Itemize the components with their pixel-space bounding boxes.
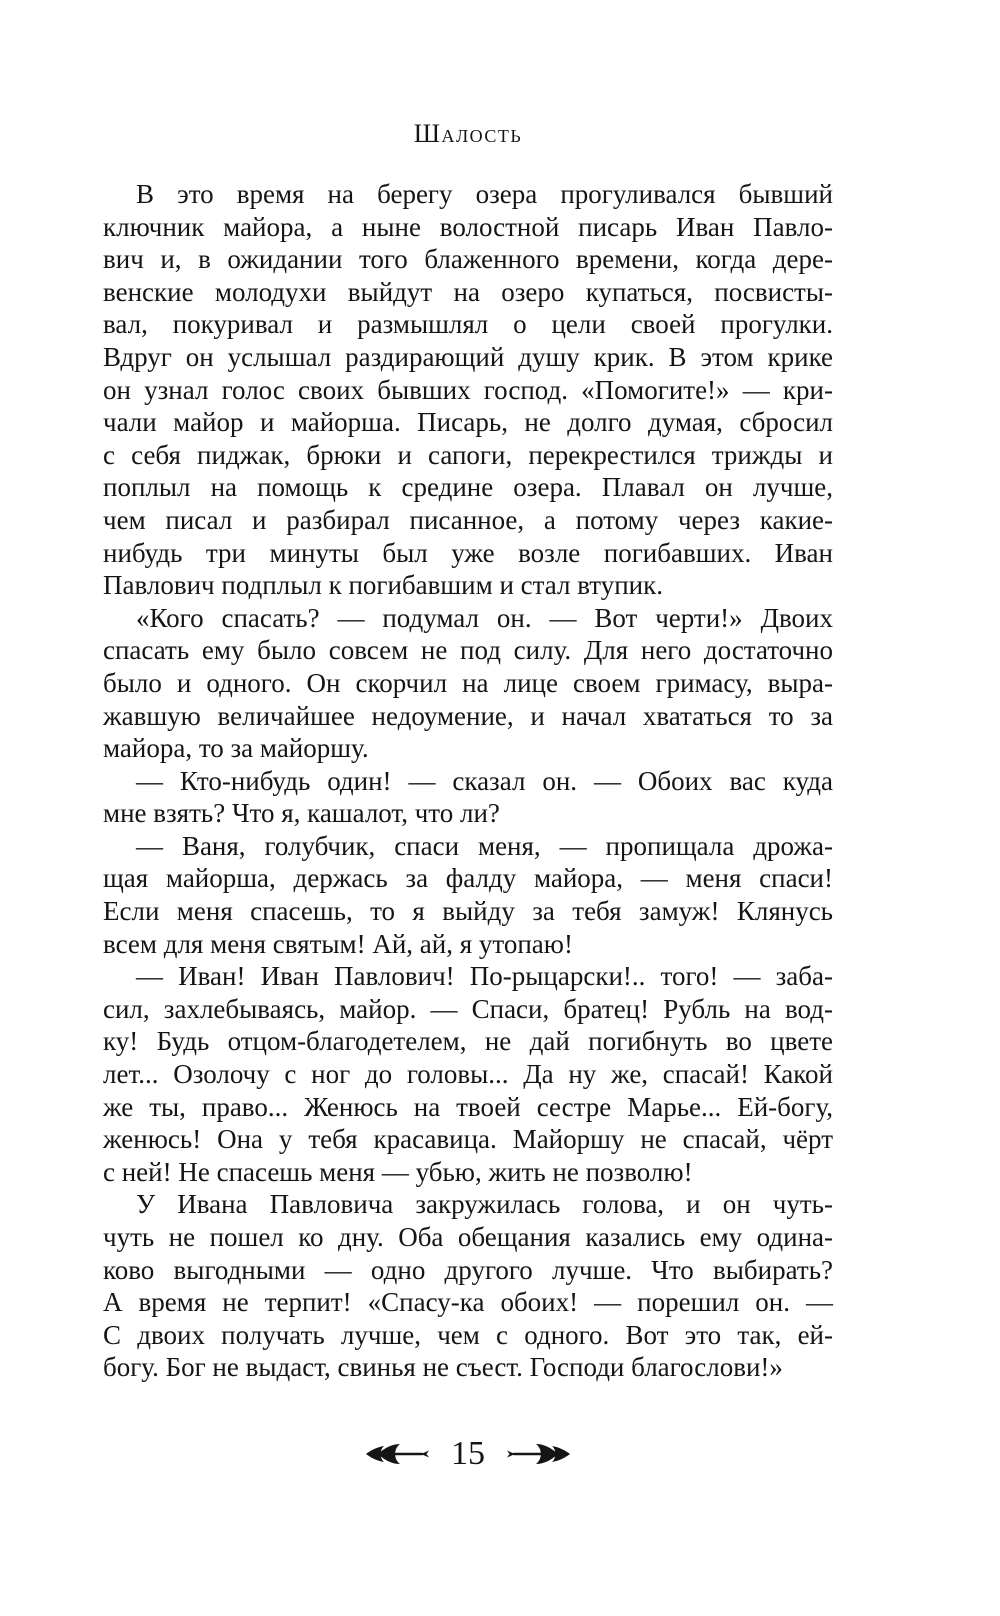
text-line: всем для меня святым! Ай, ай, я утопаю! xyxy=(103,928,573,959)
paragraph xyxy=(103,765,833,830)
text-line: ково выгодными — одно другого лучше. Что выбирать? xyxy=(103,1254,833,1285)
text-line: майора, то за майоршу. xyxy=(103,733,369,764)
text-line: Если меня спасешь, то я выйду за тебя замуж! Клянусь xyxy=(103,896,833,927)
text-line: чуть не пошел ко дну. Оба обещания казались ему одина- xyxy=(103,1222,833,1252)
text-line: вич и, в ожидании того блаженного времени, когда дере- xyxy=(103,244,833,275)
text-line: с ней! Не спасешь меня — убью, жить не позволю! xyxy=(103,1156,693,1187)
text-line: он узнал голос своих бывших господ. «Помогите!» — кри- xyxy=(103,374,833,405)
paragraph xyxy=(103,960,833,1188)
text-line: лет... Озолочу с ног до головы... Да ну же, спасай! Какой xyxy=(103,1059,833,1090)
paragraph xyxy=(103,178,833,602)
fleuron-right-icon xyxy=(505,1441,571,1467)
text-block xyxy=(103,178,833,1384)
paragraph xyxy=(103,1188,833,1384)
text-line: «Кого спасать? — подумал он. — Вот черти!» Двоих xyxy=(136,602,833,633)
text-line: же ты, право... Женюсь на твоей сестре Марье... Ей-богу, xyxy=(103,1091,833,1122)
page-footer xyxy=(103,1434,833,1474)
text-line: венские молодухи выйдут на озеро купаться, посвисты- xyxy=(103,276,833,307)
text-line: чем писал и разбирал писанное, а потому через какие- xyxy=(103,504,833,535)
text-line: спасать ему было совсем не под силу. Для него достаточно xyxy=(103,635,833,666)
text-line: С двоих получать лучше, чем с одного. Вот это так, ей- xyxy=(103,1319,833,1350)
text-line: — Иван! Иван Павлович! По-рыцарски!.. того! — заба- xyxy=(136,961,833,992)
text-line: — Ваня, голубчик, спаси меня, — пропищала дрожа- xyxy=(136,830,833,861)
text-line: вал, покуривал и размышлял о цели своей прогулки. xyxy=(103,309,833,340)
text-line: — Кто-нибудь один! — сказал он. — Обоих вас куда xyxy=(136,765,833,796)
text-line: ку! Будь отцом-благодетелем, не дай погибнуть во цвете xyxy=(103,1026,833,1057)
paragraph xyxy=(103,830,833,960)
text-line: женюсь! Она у тебя красавица. Майоршу не спасай, чёрт xyxy=(103,1124,833,1155)
page-number: 15 xyxy=(451,1435,485,1472)
paragraph xyxy=(103,602,833,765)
text-line: сил, захлебываясь, майор. — Спаси, братец! Рубль на вод- xyxy=(103,993,833,1024)
running-header: Шалость xyxy=(413,119,523,148)
fleuron-left-icon xyxy=(365,1441,431,1467)
text-line: мне взять? Что я, кашалот, что ли? xyxy=(103,798,500,829)
text-line: поплыл на помощь к средине озера. Плавал он лучше, xyxy=(103,472,833,503)
text-line: было и одного. Он скорчил на лице своем гримасу, выра- xyxy=(103,667,833,698)
text-line: с себя пиджак, брюки и сапоги, перекрестился трижды и xyxy=(103,439,833,470)
text-line: Павлович подплыл к погибавшим и стал втупик. xyxy=(103,570,663,601)
text-line: Вдруг он услышал раздирающий душу крик. В этом крике xyxy=(103,341,833,372)
text-line: чали майор и майорша. Писарь, не долго думая, сбросил xyxy=(103,407,833,438)
text-line: богу. Бог не выдаст, свинья не съест. Господи благослови!» xyxy=(103,1352,783,1383)
text-line: ключник майора, а ныне волостной писарь Иван Павло- xyxy=(103,211,833,242)
text-line: А время не терпит! «Спасу-ка обоих! — порешил он. — xyxy=(103,1287,833,1318)
text-line: щая майорша, держась за фалду майора, — меня спаси! xyxy=(103,863,833,894)
text-line: В это время на берегу озера прогуливался бывший xyxy=(136,179,833,209)
text-line: жавшую величайшее недоумение, и начал хвататься то за xyxy=(103,700,833,731)
text-line: нибудь три минуты был уже возле погибавших. Иван xyxy=(103,537,833,568)
text-line: У Ивана Павловича закружилась голова, и он чуть- xyxy=(136,1189,833,1220)
